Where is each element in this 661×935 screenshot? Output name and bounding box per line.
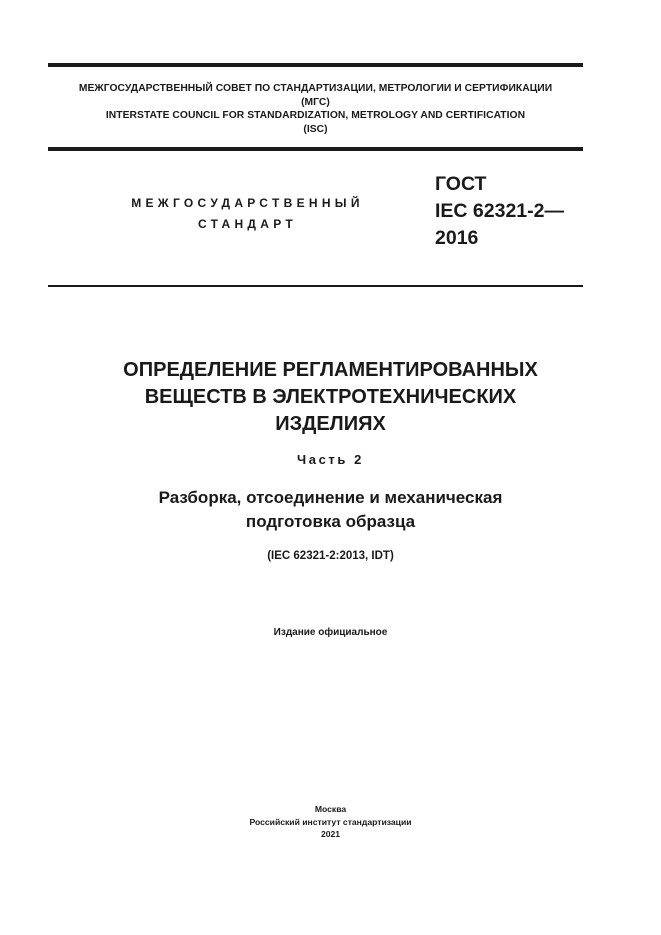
standard-kind-line1: МЕЖГОСУДАРСТВЕННЫЙ (131, 196, 364, 210)
council-header (48, 82, 583, 136)
title-line-2: ВЕЩЕСТВ В ЭЛЕКТРОТЕХНИЧЕСКИХ (144, 386, 517, 408)
gost-label: ГОСТ (435, 173, 487, 195)
standard-number: IEC 62321-2— (435, 200, 564, 222)
header-divider (48, 147, 583, 151)
council-abbr-ru: (МГС) (301, 96, 330, 108)
standard-kind (100, 193, 395, 235)
top-divider (48, 63, 583, 67)
council-abbr-en: (ISC) (303, 123, 328, 135)
standard-designation (435, 171, 564, 252)
part-label: Часть 2 (297, 452, 364, 467)
subtitle-line-1: Разборка, отсоединение и механическая (158, 488, 503, 507)
standard-year: 2016 (435, 227, 479, 249)
council-name-en: INTERSTATE COUNCIL FOR STANDARDIZATION, METROLOGY AND CERTIFICATION (105, 110, 526, 121)
title-line-3: ИЗДЕЛИЯХ (275, 413, 386, 435)
imprint (48, 803, 613, 841)
document-title (48, 357, 613, 438)
imprint-city: Москва (314, 804, 347, 814)
council-name-ru: МЕЖГОСУДАРСТВЕННЫЙ СОВЕТ ПО СТАНДАРТИЗАЦИИ, МЕТРОЛОГИИ И СЕРТИФИКАЦИИ (78, 83, 553, 94)
iec-reference: (IEC 62321-2:2013, IDT) (267, 550, 394, 562)
subtitle-line-2: подготовка образца (245, 512, 416, 531)
standard-kind-line2: СТАНДАРТ (197, 217, 298, 231)
imprint-publisher: Российский институт стандартизации (249, 816, 412, 827)
edition-note: Издание официальное (273, 627, 388, 638)
imprint-year: 2021 (320, 829, 341, 839)
designation-divider (48, 285, 583, 287)
title-line-1: ОПРЕДЕЛЕНИЕ РЕГЛАМЕНТИРОВАННЫХ (123, 359, 538, 381)
document-subtitle (48, 486, 613, 534)
